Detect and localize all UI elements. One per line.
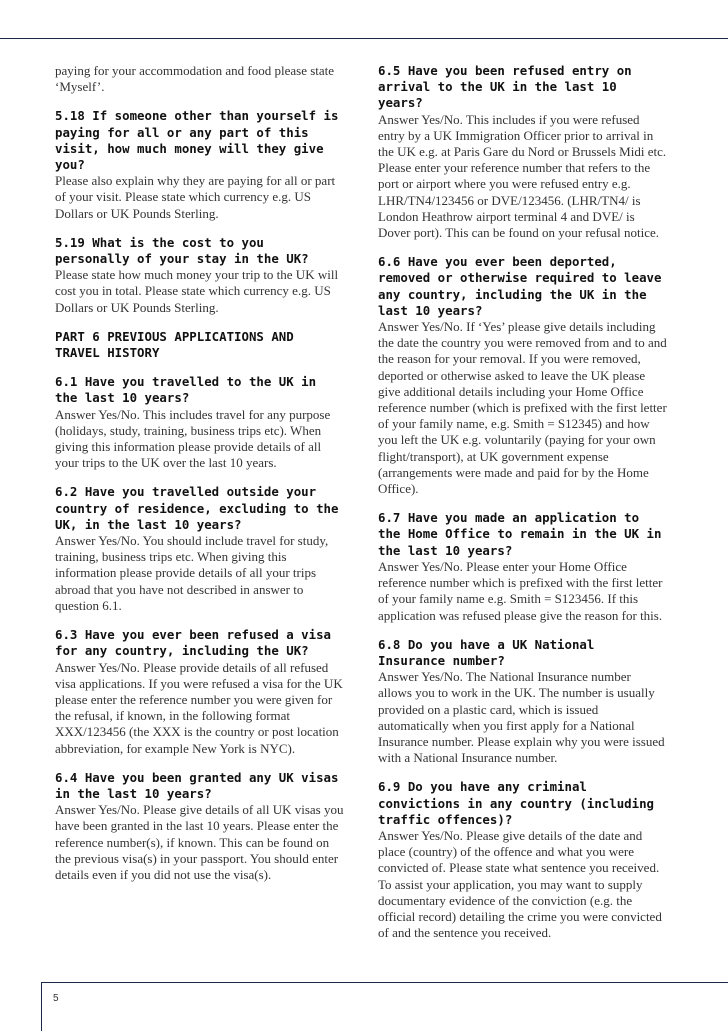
- section-5-19: [55, 235, 345, 316]
- question-6-5: 6.5 Have you been refused entry on arrival to the UK in the last 10 years?: [378, 63, 632, 111]
- section-6-5: [378, 63, 668, 241]
- answer-6-6: Answer Yes/No. If ‘Yes’ please give details including the date the country you were removed from and to and the reason for your removal. If you were removed, deported or otherwise asked to leave the UK please give additional details including your Home Office reference number (which is prefixed with the first letter of your family name, e.g. Smith = S12345) and how you left the UK e.g. voluntarily (paying for your own flight/transport), at UK government expense (arrangements were made and paid for by the Home Office).: [378, 319, 667, 497]
- intro-text: paying for your accommodation and food please state ‘Myself’.: [55, 63, 335, 95]
- answer-5-18: Please also explain why they are paying for all or part of your visit. Please state which currency e.g. US Dollars or UK Pounds Sterling.: [55, 173, 336, 221]
- part-6-heading: PART 6 PREVIOUS APPLICATIONS AND TRAVEL HISTORY: [55, 328, 294, 361]
- answer-6-1: Answer Yes/No. This includes travel for any purpose (holidays, study, training, business trips etc). When giving this information please provide details of all your trips to the UK over the last 10 years.: [55, 406, 331, 471]
- section-6-8: [378, 637, 668, 767]
- section-6-1: [55, 374, 345, 471]
- question-6-7: 6.7 Have you made an application to the Home Office to remain in the UK in the last 10 years?: [378, 510, 662, 558]
- answer-6-9: Answer Yes/No. Please give details of the date and place (country) of the offence and what you were convicted of. Please state what sentence you received. To assist your application, you may want to supply documentary evidence of the conviction (e.g. the official record) detailing the crime you were convicted of and the sentence you received.: [378, 827, 662, 941]
- question-5-18: 5.18 If someone other than yourself is paying for all or any part of this visit, how much money will they give you?: [55, 108, 339, 173]
- page-number: 5: [53, 993, 59, 1004]
- answer-6-8: Answer Yes/No. The National Insurance number allows you to work in the UK. The number is usually provided on a plastic card, which is issued automatically when you first apply for a National Insurance number. Please explain why you were issued with a National Insurance number.: [378, 669, 665, 766]
- answer-6-7: Answer Yes/No. Please enter your Home Office reference number which is prefixed with the first letter of your family name e.g. Smith = S123456. If this application was refused please give the reason for this.: [378, 558, 663, 623]
- section-6-6: [378, 254, 668, 497]
- answer-6-5: Answer Yes/No. This includes if you were refused entry by a UK Immigration Officer prior to arrival in the UK e.g. at Paris Gare du Nord or Brussels Midi etc. Please enter your reference number that refers to the port or airport where you were refused entry e.g. LHR/TN4/123456 or DVE/123456. (LHR/TN4/ is London Heathrow airport terminal 4 and DVE/ is Dover port). This can be found on your refusal notice.: [378, 111, 667, 241]
- section-5-18: [55, 108, 345, 221]
- question-6-9: 6.9 Do you have any criminal convictions in any country (including traffic offences)?: [378, 779, 655, 827]
- answer-6-2: Answer Yes/No. You should include travel for study, training, business trips etc. When giving this information please provide details of all your trips abroad that you have not described in answer to question 6.1.: [55, 533, 329, 613]
- answer-6-3: Answer Yes/No. Please provide details of all refused visa applications. If you were refused a visa for the UK please enter the reference number you were given for the refusal, if known, in the following format XXX/123456 (the XXX is the country or post location abbreviation, for example New York is NYC).: [55, 659, 343, 756]
- section-6-9: [378, 779, 668, 941]
- answer-6-4: Answer Yes/No. Please give details of all UK visas you have been granted in the last 10 years. Please enter the reference number(s), if known. This can be found on the previous visa(s) in your passport. You should enter details even if you did not use the visa(s).: [55, 802, 344, 882]
- question-6-2: 6.2 Have you travelled outside your country of residence, excluding to the UK, in the last 10 years?: [55, 484, 339, 532]
- question-6-3: 6.3 Have you ever been refused a visa for any country, including the UK?: [55, 627, 332, 659]
- question-5-19: 5.19 What is the cost to you personally of your stay in the UK?: [55, 234, 309, 267]
- answer-5-19: Please state how much money your trip to the UK will cost you in total. Please state which currency e.g. US Dollars or UK Pounds Sterling.: [55, 267, 339, 315]
- top-rule: [0, 38, 728, 39]
- section-6-2: [55, 484, 345, 614]
- section-6-3: [55, 627, 345, 757]
- left-column: [55, 63, 345, 896]
- footer-frame: [41, 982, 728, 1031]
- question-6-6: 6.6 Have you ever been deported, removed or otherwise required to leave any country, including the UK in the last 10 years?: [378, 254, 662, 318]
- question-6-1: 6.1 Have you travelled to the UK in the last 10 years?: [55, 374, 317, 406]
- question-6-8: 6.8 Do you have a UK National Insurance number?: [378, 636, 595, 668]
- section-6-7: [378, 510, 668, 623]
- question-6-4: 6.4 Have you been granted any UK visas in the last 10 years?: [55, 769, 339, 801]
- right-column: [378, 63, 668, 954]
- section-6-4: [55, 770, 345, 883]
